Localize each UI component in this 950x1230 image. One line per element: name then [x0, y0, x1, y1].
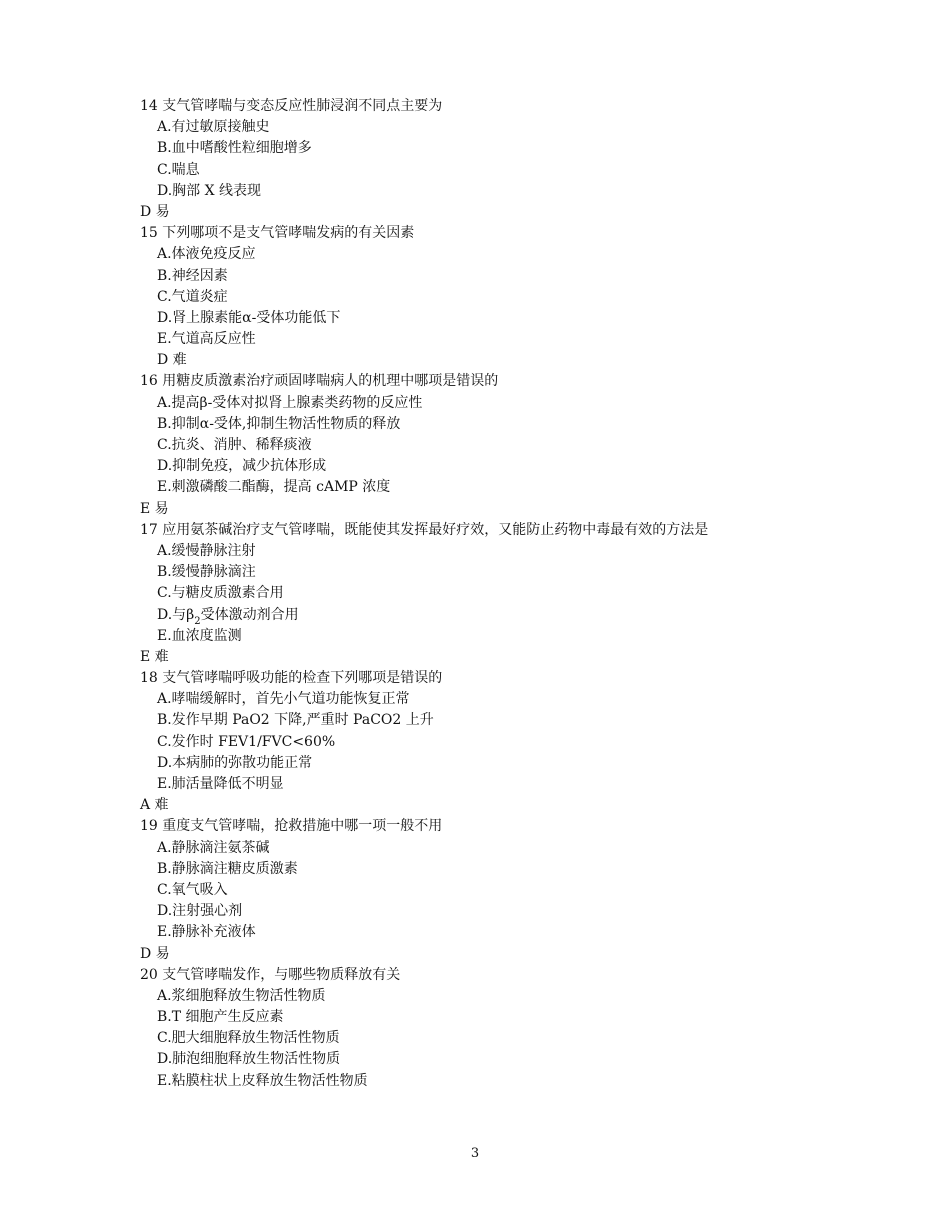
page-number: 3 — [470, 1146, 480, 1161]
question-option: B.静脉滴注糖皮质激素 — [157, 860, 298, 877]
question-option: E.气道高反应性 — [157, 331, 256, 348]
question-list — [140, 96, 820, 1092]
question-stem: 16 用糖皮质激素治疗顽固哮喘病人的机理中哪项是错误的 — [140, 373, 499, 390]
question-option — [140, 605, 820, 626]
answer-key: E 易 — [140, 500, 169, 517]
question-option: C.与糖皮质激素合用 — [157, 585, 284, 602]
question-option: E.血浓度监测 — [157, 627, 242, 644]
question-stem: 20 支气管哮喘发作，与哪些物质释放有关 — [140, 966, 401, 983]
question-option: B.发作早期 PaO2 下降,严重时 PaCO2 上升 — [157, 712, 434, 729]
question-option: C.气道炎症 — [157, 288, 228, 305]
question-option: A.体液免疫反应 — [157, 246, 256, 263]
question-option: E.肺活量降低不明显 — [157, 776, 284, 792]
question-option: B.血中嗜酸性粒细胞增多 — [157, 140, 312, 157]
question-option: D.注射强心剂 — [157, 903, 243, 920]
question-stem: 17 应用氨茶碱治疗支气管哮喘，既能使其发挥最好疗效，又能防止药物中毒最有效的方法是 — [140, 521, 709, 538]
question-option: A.哮喘缓解时，首先小气道功能恢复正常 — [157, 691, 410, 708]
question-option: B.抑制α-受体,抑制生物活性物质的释放 — [157, 415, 401, 432]
question-stem: 19 重度支气管哮喘，抢救措施中哪一项一般不用 — [140, 818, 443, 835]
question-option: B.缓慢静脉滴注 — [157, 564, 256, 581]
question-option: D.抑制免疫，减少抗体形成 — [157, 458, 327, 475]
question-option: A.静脉滴注氨茶碱 — [157, 839, 270, 856]
question-option: C.氧气吸入 — [157, 881, 228, 898]
question-option: C.肥大细胞释放生物活性物质 — [157, 1030, 340, 1047]
answer-key: D 易 — [140, 203, 170, 220]
question-option: A.浆细胞释放生物活性物质 — [157, 987, 326, 1004]
question-option: E.刺激磷酸二酯酶，提高 cAMP 浓度 — [157, 479, 391, 496]
answer-key: E 难 — [140, 648, 169, 665]
question-option: B.T 细胞产生反应素 — [157, 1009, 284, 1026]
question-stem: 14 支气管哮喘与变态反应性肺浸润不同点主要为 — [140, 98, 443, 114]
question-option: E.粘膜柱状上皮释放生物活性物质 — [157, 1072, 368, 1089]
question-option: E.静脉补充液体 — [157, 924, 256, 941]
question-option: C.喘息 — [157, 161, 200, 178]
question-option: A.有过敏原接触史 — [157, 119, 270, 136]
question-option: D.本病肺的弥散功能正常 — [157, 754, 313, 771]
question-option: C.抗炎、消肿、稀释痰液 — [157, 437, 312, 453]
question-stem: 15 下列哪项不是支气管哮喘发病的有关因素 — [140, 225, 415, 242]
option-text: 受体激动剂合用 — [200, 606, 299, 623]
question-option: D.胸部 X 线表现 — [157, 182, 262, 199]
question-option: A.提高β-受体对拟肾上腺素类药物的反应性 — [157, 394, 423, 411]
question-stem: 18 支气管哮喘呼吸功能的检查下列哪项是错误的 — [140, 670, 443, 687]
question-option: A.缓慢静脉注射 — [157, 542, 256, 559]
option-text: D.与β — [157, 606, 195, 623]
question-option: D.肺泡细胞释放生物活性物质 — [157, 1051, 341, 1068]
answer-key: A 难 — [140, 797, 169, 814]
question-option: C.发作时 FEV1/FVC<60% — [157, 733, 336, 750]
question-option: B.神经因素 — [157, 267, 228, 284]
question-option: D.肾上腺素能α-受体功能低下 — [157, 309, 341, 326]
answer-key: D 难 — [157, 352, 187, 369]
answer-key: D 易 — [140, 945, 170, 962]
subscript: 2 — [194, 615, 201, 627]
